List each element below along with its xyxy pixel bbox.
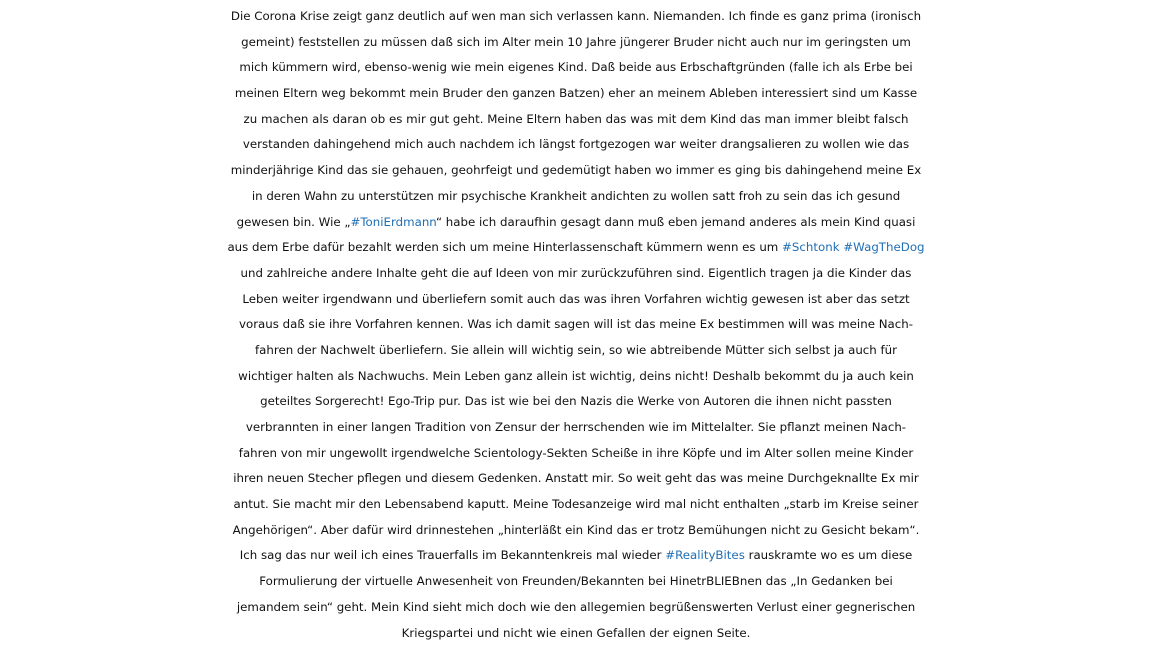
text-segment: Die Corona Krise zeigt ganz deutlich auf wen man sich verlassen kann. Niemanden. Ich finde es ganz prima (ironisch: [230, 9, 922, 23]
text-line: [0, 158, 1152, 184]
text-segment: und zahlreiche andere Inhalte geht die auf Ideen von mir zurückzuführen sind. Eigentlich tragen ja die Kinder das: [240, 265, 912, 280]
text-line: [0, 364, 1152, 390]
text-line: [0, 466, 1152, 492]
text-segment: antut. Sie macht mir den Lebensabend kaputt. Meine Todesanzeige wird mal nicht enthalten „starb im Kreise seiner: [233, 497, 919, 512]
text-segment: minderjährige Kind das sie gehauen, geohrfeigt und gedemütigt haben wo immer es ging bis dahingehend meine Ex: [230, 163, 922, 178]
text-line: [0, 312, 1152, 338]
text-segment: Ich sag das nur weil ich eines Trauerfalls im Bekanntenkreis mal wieder: [239, 548, 666, 563]
text-line: [0, 210, 1152, 236]
text-segment: gemeint) feststellen zu müssen daß sich im Alter mein 10 Jahre jüngerer Bruder nicht auch nur im geringsten um: [241, 34, 911, 49]
text-segment: verstanden dahingehend mich auch nachdem ich längst fortgezogen war weiter drangsalieren zu wollen wie das: [242, 137, 910, 152]
text-segment: fahren der Nachwelt überliefern. Sie allein will wichtig sein, so wie abtreibende Mütter sich selbst ja auch für: [255, 342, 897, 357]
hashtag-link[interactable]: #Schtonk: [782, 240, 840, 255]
text-line: [0, 518, 1152, 544]
text-line: [0, 543, 1152, 569]
hashtag-link[interactable]: #ToniErdmann: [350, 214, 436, 229]
text-line: [0, 261, 1152, 287]
text-line: [0, 132, 1152, 158]
text-line: [0, 30, 1152, 56]
text-line: [0, 595, 1152, 621]
text-line: [0, 107, 1152, 133]
text-line: [0, 184, 1152, 210]
text-segment: verbrannten in einer langen Tradition von Zensur der herrschenden wie im Mittelalter. Sie pflanzt meinen Nach-: [245, 420, 907, 434]
hashtag-link[interactable]: #RealityBites: [665, 548, 745, 563]
text-segment: jemandem sein“ geht. Mein Kind sieht mich doch wie den allegemien begrüßenswerten Verlust einer gegnerischen: [236, 599, 916, 614]
text-segment: meinen Eltern weg bekommt mein Bruder den ganzen Batzen) eher an meinem Ableben interessiert sind um Kasse: [234, 86, 918, 101]
text-line: [0, 415, 1152, 441]
text-line: [0, 569, 1152, 595]
text-segment: Formulierung der virtuelle Anwesenheit von Freunden/Bekannten bei HinetrBLIEBnen das „In Gedanken bei: [259, 574, 893, 589]
text-segment: rauskramte wo es um diese: [744, 548, 913, 563]
text-segment: mich kümmern wird, ebenso-wenig wie mein eigenes Kind. Daß beide aus Erbschaftgründen (falle ich als Erbe bei: [239, 60, 913, 75]
text-segment: in deren Wahn zu unterstützen mir psychische Krankheit andichten zu wollen satt froh zu sein das ich gesund: [251, 188, 901, 203]
text-segment: geteiltes Sorgerecht! Ego-Trip pur. Das ist wie bei den Nazis die Werke von Autoren die ihnen nicht passten: [260, 394, 892, 409]
text-line: [0, 441, 1152, 467]
text-line: [0, 4, 1152, 30]
text-segment: aus dem Erbe dafür bezahlt werden sich um meine Hinterlassenschaft kümmern wenn es um: [227, 240, 783, 255]
text-segment: gewesen bin. Wie „: [236, 214, 351, 229]
text-segment: ihren neuen Stecher pflegen und diesem Gedenken. Anstatt mir. So weit geht das was meine Durchgeknallte Ex mir: [233, 471, 919, 486]
text-segment: voraus daß sie ihre Vorfahren kennen. Was ich damit sagen will ist das meine Ex bestimmen will was meine Nach-: [239, 317, 913, 332]
text-line: [0, 81, 1152, 107]
text-segment: zu machen als daran ob es mir gut geht. Meine Eltern haben das was mit dem Kind das man immer bleibt falsch: [243, 111, 909, 126]
text-line: [0, 235, 1152, 261]
text-block: [0, 4, 1152, 646]
text-line: [0, 55, 1152, 81]
text-line: [0, 621, 1152, 647]
text-line: [0, 287, 1152, 313]
text-segment: Angehörigen“. Aber dafür wird drinnestehen „hinterläßt ein Kind das er trotz Bemühungen nicht zu Gesicht bekam“.: [232, 522, 920, 537]
text-line: [0, 338, 1152, 364]
text-line: [0, 492, 1152, 518]
text-segment: wichtiger halten als Nachwuchs. Mein Leben ganz allein ist wichtig, deins nicht! Deshalb bekommt du ja auch kein: [238, 368, 914, 383]
text-segment: fahren von mir ungewollt irgendwelche Scientology-Sekten Scheiße in ihre Köpfe und im Alter sollen meine Kinder: [238, 445, 914, 460]
text-segment: “ habe ich daraufhin gesagt dann muß eben jemand anderes als mein Kind quasi: [435, 214, 916, 229]
hashtag-link[interactable]: #WagTheDog: [843, 240, 925, 255]
text-segment: Leben weiter irgendwann und überliefern somit auch das was ihren Vorfahren wichtig gewesen ist aber das setzt: [242, 291, 910, 306]
text-segment: Kriegspartei und nicht wie einen Gefallen der eignen Seite.: [401, 625, 751, 640]
text-line: [0, 389, 1152, 415]
